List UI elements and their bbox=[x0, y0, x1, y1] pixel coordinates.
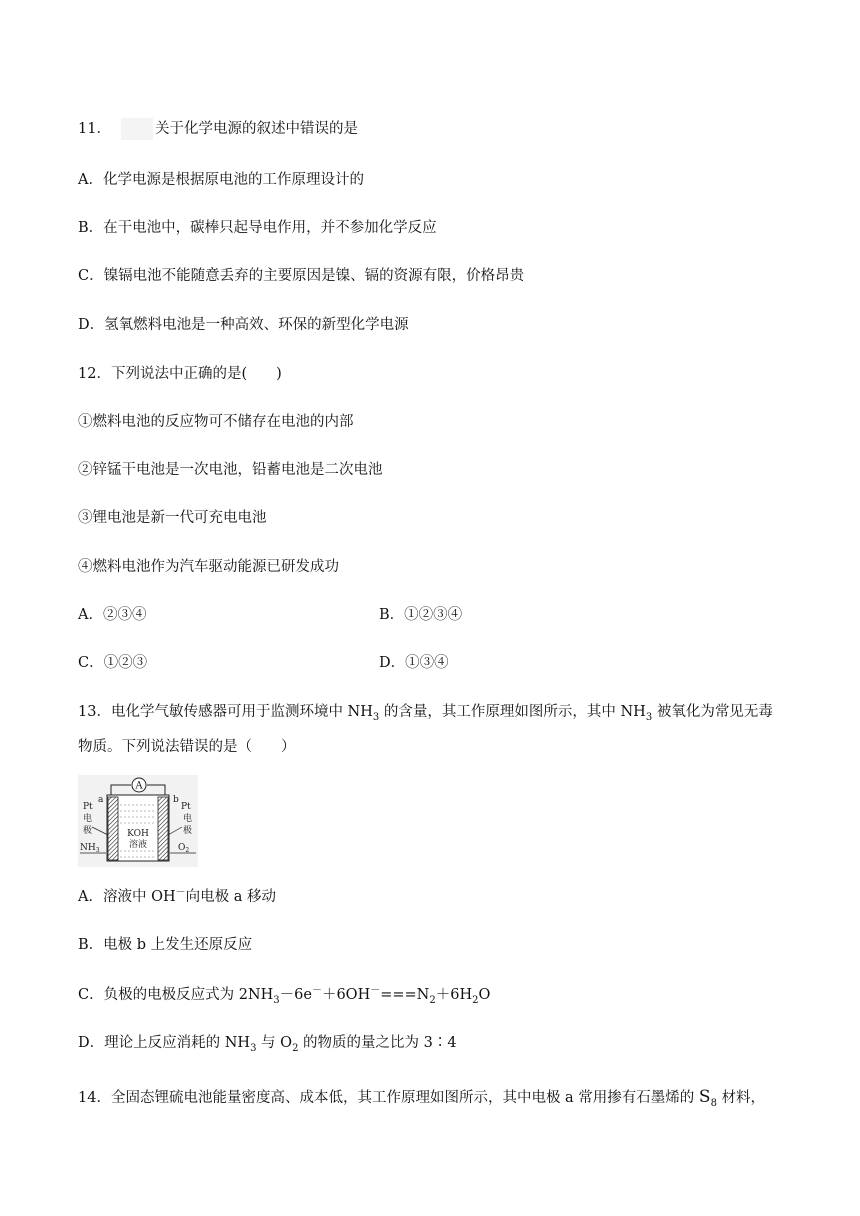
electrode-b bbox=[158, 797, 168, 860]
q13-option-d: D．理论上反应消耗的 $NH_3$ 与 $O_2$ 的物质的量之比为 3∶4 bbox=[78, 1035, 457, 1054]
question-12-stem: 12．下列说法中正确的是( ) bbox=[78, 366, 282, 382]
question-text: 关于化学电源的叙述中错误的是 bbox=[154, 121, 358, 137]
solution-label-text: 溶液 bbox=[128, 840, 148, 850]
question-number: 11． bbox=[78, 121, 111, 137]
left-electrode-text-2: 极 bbox=[83, 826, 93, 836]
electrochemical-sensor-diagram bbox=[78, 775, 198, 867]
q11-option-a: A．化学电源是根据原电池的工作原理设计的 bbox=[78, 172, 364, 188]
question-13-stem-line1: 13．电化学气敏传感器可用于监测环境中 $NH_3$ 的含量，其工作原理如图所示，其中 $NH_3$ 被氧化为常见无毒 bbox=[78, 704, 773, 723]
question-13-stem-line2: 物质。下列说法错误的是（ ） bbox=[78, 739, 296, 755]
q12-statement-3: ③锂电池是新一代可充电电池 bbox=[78, 510, 267, 526]
q12-option-d: D．①③④ bbox=[379, 655, 449, 671]
q12-option-c: C．①②③ bbox=[78, 655, 148, 671]
answer-blank bbox=[121, 118, 153, 140]
solution-label-koh: KOH bbox=[127, 829, 149, 839]
q12-option-a: A．②③④ bbox=[78, 607, 147, 623]
q11-option-c: C．镍镉电池不能随意丢弃的主要原因是镍、镉的资源有限，价格昂贵 bbox=[78, 268, 525, 284]
electrode-b-label: b bbox=[173, 795, 179, 805]
left-electrode-text-1: 电 bbox=[83, 814, 93, 824]
right-electrode-text-1: 电 bbox=[183, 814, 193, 824]
right-electrode-text-2: 极 bbox=[183, 826, 193, 836]
right-pt-label: Pt bbox=[181, 802, 191, 812]
q13-option-a: A．溶液中 OH－向电极 a 移动 bbox=[78, 887, 276, 905]
left-gas-label: $NH_3$ bbox=[80, 843, 100, 854]
q13-option-b: B．电极 b 上发生还原反应 bbox=[78, 937, 253, 953]
q12-option-b: B．①②③④ bbox=[379, 607, 463, 623]
q11-option-b: B．在干电池中，碳棒只起导电作用，并不参加化学反应 bbox=[78, 220, 437, 236]
ammeter-label: A bbox=[135, 780, 143, 792]
q12-statement-2: ②锌锰干电池是一次电池，铅蓄电池是二次电池 bbox=[78, 462, 383, 478]
left-pt-label: Pt bbox=[83, 802, 93, 812]
electrode-a-label: a bbox=[98, 795, 104, 805]
q11-option-d: D．氢氧燃料电池是一种高效、环保的新型化学电源 bbox=[78, 317, 409, 333]
right-gas-label: $O_2$ bbox=[178, 843, 190, 854]
question-11-stem bbox=[78, 118, 358, 140]
question-14-stem: 14．全固态锂硫电池能量密度高、成本低，其工作原理如图所示，其中电极 a 常用掺有石墨烯的 $S_8$ 材料， bbox=[78, 1087, 766, 1109]
electrode-a bbox=[108, 797, 118, 860]
q12-statement-4: ④燃料电池作为汽车驱动能源已研发成功 bbox=[78, 559, 339, 575]
q13-option-c: C．负极的电极反应式为 $2NH_3-6e^-+6OH^-===N_2+6H_2O$ bbox=[78, 985, 491, 1006]
q12-statement-1: ①燃料电池的反应物可不储存在电池的内部 bbox=[78, 414, 354, 430]
